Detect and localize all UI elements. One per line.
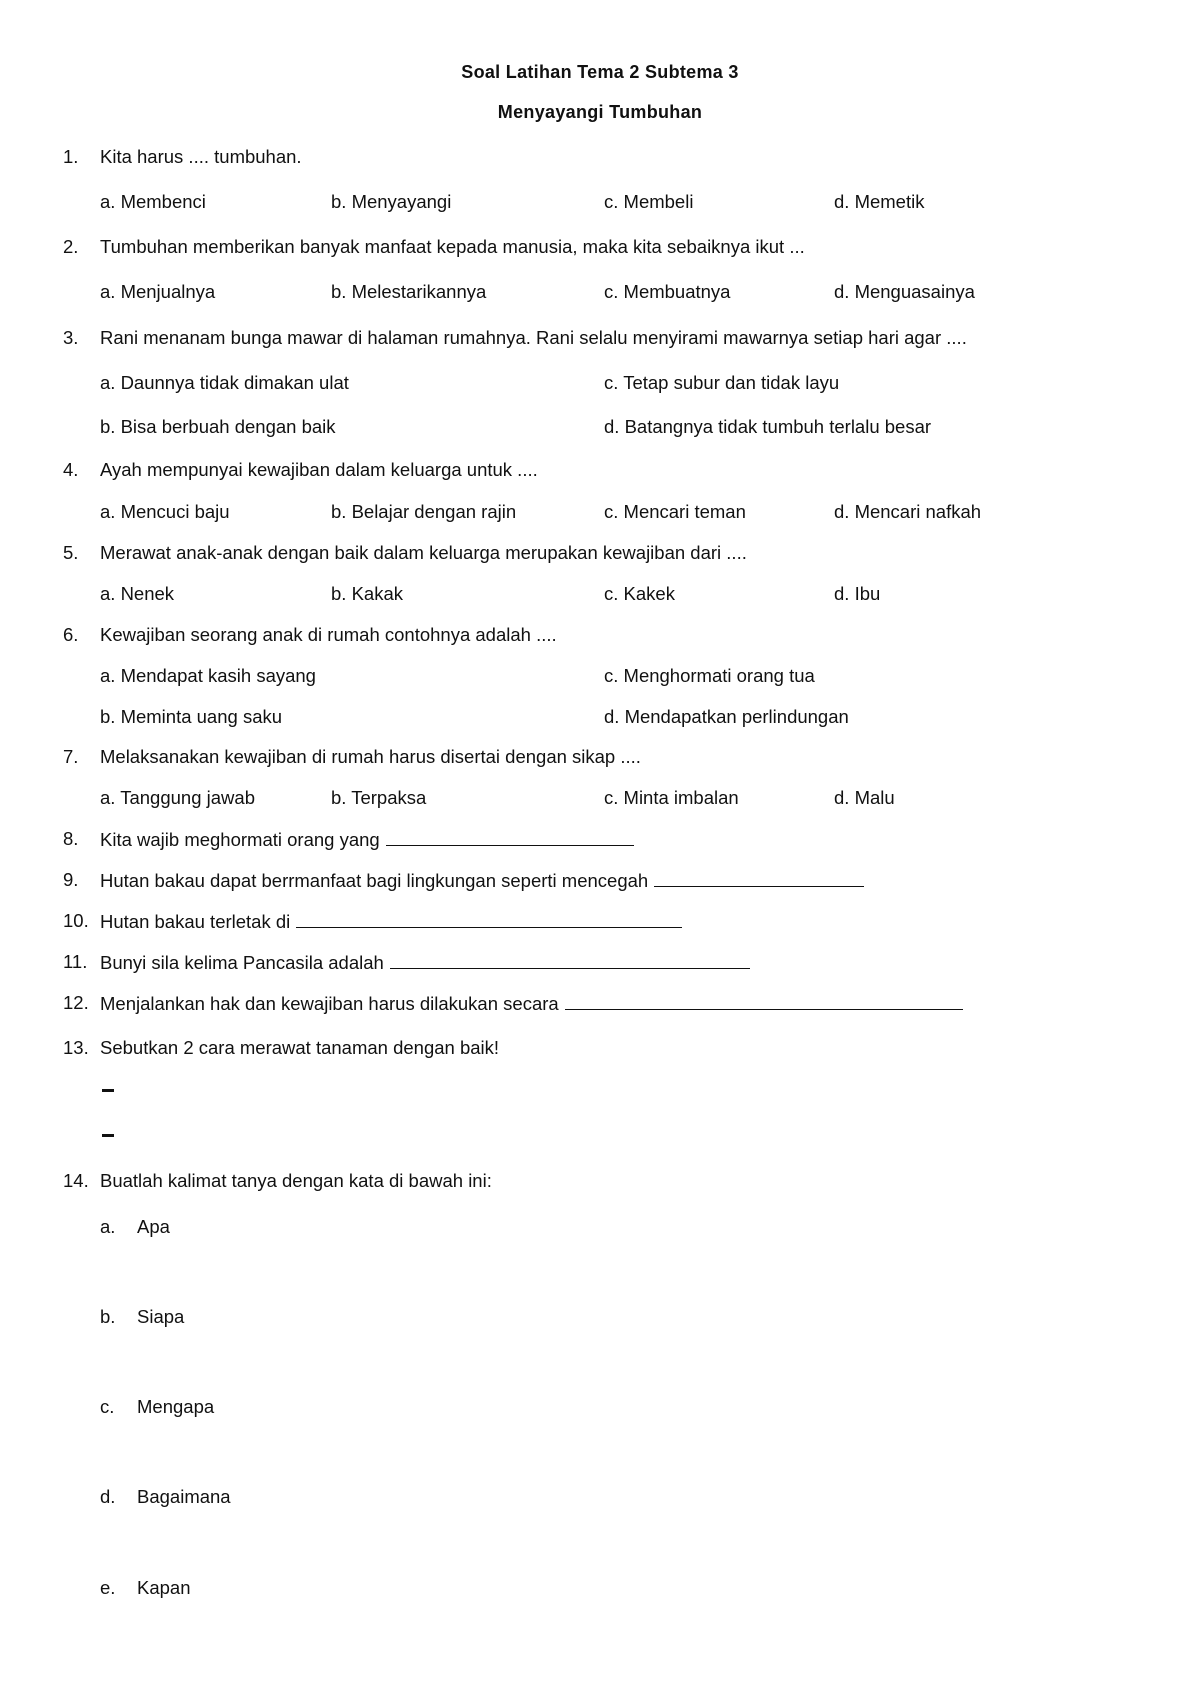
question-text: Kita wajib meghormati orang yang [100, 829, 380, 850]
answer-blank[interactable] [386, 828, 634, 846]
item-letter: b. [100, 1306, 116, 1327]
question-text: Melaksanakan kewajiban di rumah harus disertai dengan sikap .... [100, 746, 641, 767]
option-a: a. Tanggung jawab [100, 787, 255, 808]
option-a: a. Mencuci baju [100, 501, 230, 522]
option-d: d. Ibu [834, 583, 881, 604]
answer-blank[interactable] [654, 869, 864, 887]
question-text: Ayah mempunyai kewajiban dalam keluarga untuk .... [100, 459, 538, 480]
worksheet-title: Soal Latihan Tema 2 Subtema 3 [461, 62, 739, 82]
answer-blank[interactable] [390, 951, 750, 969]
option-b: b. Terpaksa [331, 787, 427, 808]
question-number: 7. [63, 746, 79, 767]
option-a: a. Daunnya tidak dimakan ulat [100, 372, 349, 393]
option-b: b. Bisa berbuah dengan baik [100, 416, 336, 437]
question-number: 10. [63, 910, 89, 931]
option-a: a. Membenci [100, 191, 206, 212]
option-c: c. Mencari teman [604, 501, 746, 522]
question-text: Merawat anak-anak dengan baik dalam keluarga merupakan kewajiban dari .... [100, 542, 747, 563]
item-word: Siapa [137, 1306, 185, 1327]
question-number: 9. [63, 869, 79, 890]
question-number: 2. [63, 236, 79, 257]
question-number: 6. [63, 624, 79, 645]
question-text: Menjalankan hak dan kewajiban harus dilakukan secara [100, 993, 559, 1014]
option-d: d. Memetik [834, 191, 925, 212]
option-c: c. Menghormati orang tua [604, 665, 815, 686]
option-b: b. Belajar dengan rajin [331, 501, 517, 522]
option-c: c. Membuatnya [604, 281, 731, 302]
option-d: d. Mencari nafkah [834, 501, 982, 522]
item-word: Bagaimana [137, 1486, 231, 1507]
question-text: Kewajiban seorang anak di rumah contohnya adalah .... [100, 624, 557, 645]
option-d: d. Batangnya tidak tumbuh terlalu besar [604, 416, 932, 437]
question-text: Hutan bakau dapat berrmanfaat bagi lingkungan seperti mencegah [100, 870, 649, 891]
question-text: Buatlah kalimat tanya dengan kata di bawah ini: [100, 1170, 492, 1191]
item-word: Apa [137, 1216, 170, 1237]
question-number: 12. [63, 992, 89, 1013]
option-d: d. Malu [834, 787, 895, 808]
question-number: 13. [63, 1037, 89, 1058]
answer-blank[interactable] [296, 910, 682, 928]
question-number: 1. [63, 146, 79, 167]
option-d: d. Mendapatkan perlindungan [604, 706, 849, 727]
question-text: Bunyi sila kelima Pancasila adalah [100, 952, 384, 973]
item-word: Kapan [137, 1577, 191, 1598]
item-letter: d. [100, 1486, 116, 1507]
option-c: c. Tetap subur dan tidak layu [604, 372, 840, 393]
question-text: Hutan bakau terletak di [100, 911, 291, 932]
option-c: c. Membeli [604, 191, 694, 212]
option-a: a. Mendapat kasih sayang [100, 665, 316, 686]
question-text: Kita harus .... tumbuhan. [100, 146, 302, 167]
question-number: 8. [63, 828, 79, 849]
question-text: Tumbuhan memberikan banyak manfaat kepada manusia, maka kita sebaiknya ikut ... [100, 236, 805, 257]
answer-dash-1 [102, 1089, 114, 1092]
question-number: 5. [63, 542, 79, 563]
option-d: d. Menguasainya [834, 281, 975, 302]
option-a: a. Nenek [100, 583, 175, 604]
option-c: c. Kakek [604, 583, 675, 604]
option-b: b. Kakak [331, 583, 403, 604]
option-b: b. Menyayangi [331, 191, 452, 212]
item-letter: e. [100, 1577, 116, 1598]
option-a: a. Menjualnya [100, 281, 216, 302]
item-word: Mengapa [137, 1396, 215, 1417]
option-c: c. Minta imbalan [604, 787, 739, 808]
item-letter: c. [100, 1396, 115, 1417]
worksheet-subtitle: Menyayangi Tumbuhan [497, 102, 703, 122]
item-letter: a. [100, 1216, 116, 1237]
option-b: b. Meminta uang saku [100, 706, 283, 727]
question-number: 14. [63, 1170, 89, 1191]
question-number: 3. [63, 327, 79, 348]
answer-dash-2 [102, 1134, 114, 1137]
question-text: Sebutkan 2 cara merawat tanaman dengan baik! [100, 1037, 500, 1058]
option-b: b. Melestarikannya [331, 281, 487, 302]
answer-blank[interactable] [565, 992, 963, 1010]
question-number: 11. [63, 951, 88, 972]
question-text: Rani menanam bunga mawar di halaman rumahnya. Rani selalu menyirami mawarnya setiap hari agar .... [100, 327, 967, 348]
question-number: 4. [63, 459, 79, 480]
